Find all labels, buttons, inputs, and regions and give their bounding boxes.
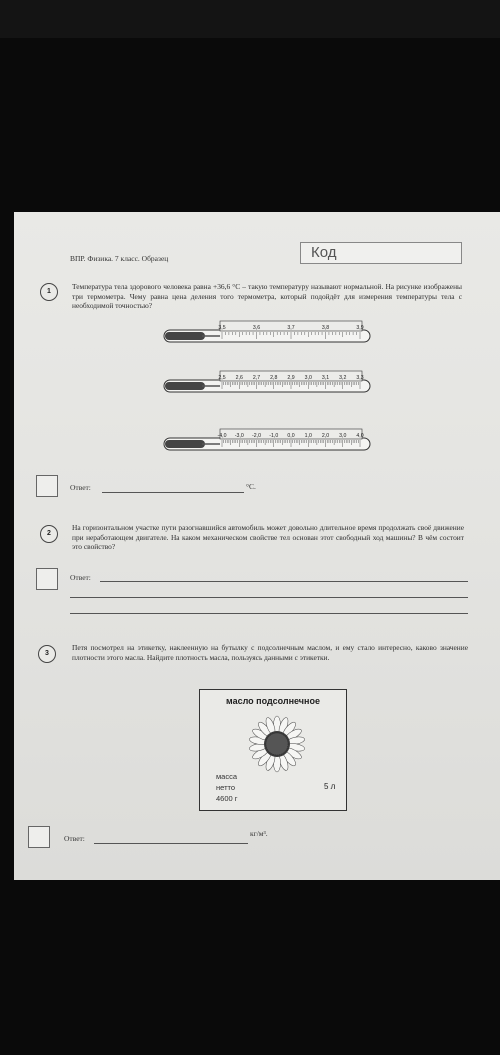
mass-label-2: нетто [216,783,236,792]
question-1-text: Температура тела здорового человека равна +36,6 °С – такую температуру называют нормальной. На рисунке изображены три термометра. Чему равна цена деления того термометра, который подойдёт для измерения температуры тела с необходимой точностью? [72,282,462,310]
answer-line-2c[interactable] [70,613,468,614]
thermometer-scale-label: 2,5 [218,375,226,381]
thermometer-scale-label: 4,0 [356,433,364,439]
answer-label-3: Ответ: [64,834,85,843]
answer-box-3[interactable] [28,826,50,848]
question-number-3: 3 [38,645,56,663]
worksheet-header: ВПР. Физика. 7 класс. Образец [70,254,169,263]
mass-label-1: масса [216,772,237,781]
thermometer-scale-label: 3,0 [339,433,347,439]
answer-unit-1: °С. [246,482,256,491]
sunflower-icon [245,712,309,776]
answer-unit-3: кг/м³. [250,829,268,838]
answer-line-1[interactable] [102,492,244,493]
thermometer-1 [162,320,374,346]
thermometer-scale-label: 3,3 [356,375,364,381]
thermometer-3 [162,428,374,454]
thermometer-scale-label: 3,2 [339,375,347,381]
answer-line-2b[interactable] [70,597,468,598]
thermometer-scale-label: -2,0 [252,433,261,439]
answer-line-2a[interactable] [100,581,468,582]
question-3-text: Петя посмотрел на этикетку, наклеенную на бутылку с подсолнечным маслом, и ему стало интересно, каково значение плотности этого масла. Найдите плотность масла, пользуясь данными с этикетки. [72,643,468,662]
answer-box-1[interactable] [36,475,58,497]
question-2-text: На горизонтальном участке пути разогнавшийся автомобиль может довольно длительное время продолжать своё движение при неработающем двигателе. На каком механическом свойстве тел основан этот свободный ход машины? В чём состоит это свойство? [72,523,464,551]
thermometer-scale-label: 2,9 [287,375,295,381]
thermometer-scale-label: 0,0 [287,433,295,439]
answer-box-2[interactable] [36,568,58,590]
question-number-1: 1 [40,283,58,301]
thermometer-scale-label: 3,8 [321,325,330,331]
thermometer-scale-label: 3,0 [304,375,312,381]
thermometer-scale-label: -1,0 [269,433,279,439]
answer-label-2: Ответ: [70,573,91,582]
thermometer-scale-label: 2,7 [252,375,261,381]
thermometer-scale-label: 2,0 [321,433,330,439]
oil-bottle-label [199,689,347,811]
worksheet-page [14,212,500,880]
thermometer-scale-label: 3,6 [252,325,261,331]
question-number-2: 2 [40,525,58,543]
thermometer-scale-label: 2,6 [235,375,243,381]
thermometer-scale-label: 3,9 [356,325,364,331]
top-bar [0,0,500,38]
volume-value: 5 л [324,782,336,791]
oil-label-title: масло подсолнечное [226,696,320,706]
thermometer-scale-label: 3,7 [287,325,295,331]
thermometer-2 [162,370,374,396]
thermometer-scale-label: -4,0 [217,433,227,439]
thermometer-scale-label: 3,5 [218,325,226,331]
code-box[interactable] [300,242,462,264]
answer-label-1: Ответ: [70,483,91,492]
thermometer-scale-label: 3,1 [321,375,330,381]
answer-line-3[interactable] [94,843,248,844]
code-label: Код [311,244,337,261]
thermometer-scale-label: -3,0 [234,433,244,439]
thermometer-scale-label: 1,0 [304,433,312,439]
mass-value: 4600 г [216,794,238,803]
thermometer-scale-label: 2,8 [270,375,278,381]
